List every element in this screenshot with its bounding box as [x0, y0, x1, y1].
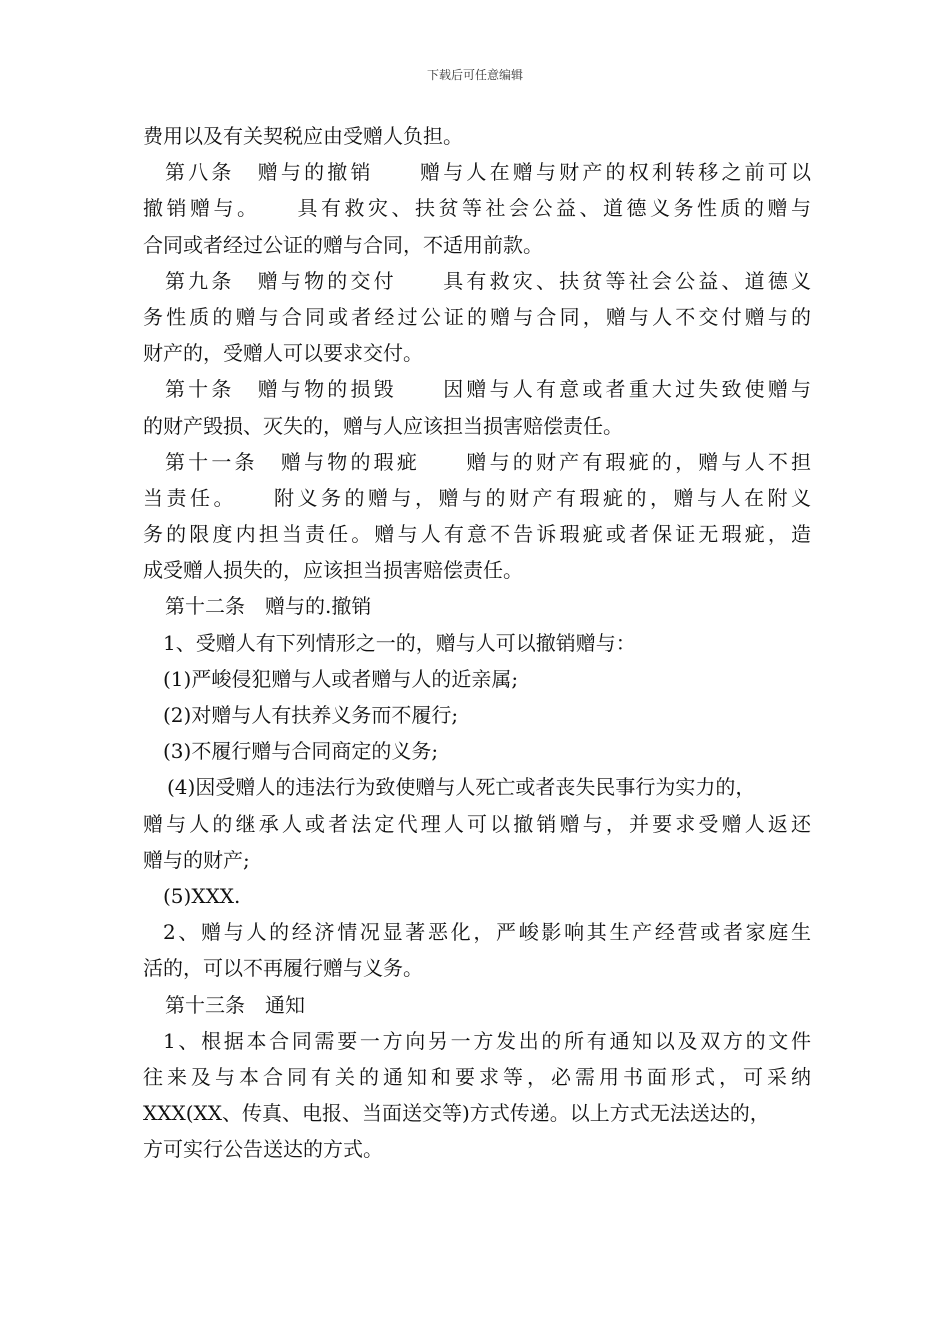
document-body [143, 118, 811, 1167]
document-line: XXX(XX、传真、电报、当面送交等)方式传递。以上方式无法送达的， [143, 1101, 770, 1126]
document-line: 2、赠与人的经济情况显著恶化，严峻影响其生产经营或者家庭生 [163, 920, 811, 945]
document-line: 成受赠人损失的，应该担当损害赔偿责任。 [143, 558, 523, 583]
document-line: (2)对赠与人有扶养义务而不履行; [163, 703, 459, 727]
document-line: 往来及与本合同有关的通知和要求等，必需用书面形式，可采纳 [143, 1064, 811, 1089]
document-line: 第十一条 赠与物的瑕疵 赠与的财产有瑕疵的，赠与人不担 [165, 449, 811, 474]
document-line: (5)XXX. [163, 883, 241, 908]
document-line: 第八条 赠与的撤销 赠与人在赠与财产的权利转移之前可以 [165, 160, 811, 185]
document-line: 第十三条 通知 [165, 992, 305, 1017]
document-line: 务性质的赠与合同或者经过公证的赠与合同，赠与人不交付赠与的 [143, 304, 811, 329]
document-line: (1)严峻侵犯赠与人或者赠与人的近亲属; [163, 666, 519, 691]
document-line: 赠与人的继承人或者法定代理人可以撤销赠与，并要求受赠人返还 [143, 811, 811, 836]
document-line: 务的限度内担当责任。赠与人有意不告诉瑕疵或者保证无瑕疵，造 [143, 522, 811, 547]
document-line: 当责任。 附义务的赠与，赠与的财产有瑕疵的，赠与人在附义 [143, 485, 811, 510]
document-line: 第十二条 赠与的.撤销 [165, 594, 372, 619]
document-line: 方可实行公告送达的方式。 [143, 1137, 383, 1162]
document-line: 1、受赠人有下列情形之一的，赠与人可以撤销赠与： [163, 630, 636, 655]
document-line: (4)因受赠人的违法行为致使赠与人死亡或者丧失民事行为实力的， [167, 775, 756, 800]
document-line: 费用以及有关契税应由受赠人负担。 [143, 124, 463, 148]
document-line: 的财产毁损、灭失的，赠与人应该担当损害赔偿责任。 [143, 413, 623, 438]
document-line: 赠与的财产; [143, 847, 250, 872]
document-line: 撤销赠与。 具有救灾、扶贫等社会公益、道德义务性质的赠与 [143, 196, 811, 221]
document-line: (3)不履行赠与合同商定的义务; [163, 739, 439, 764]
document-line: 第九条 赠与物的交付 具有救灾、扶贫等社会公益、道德义 [165, 268, 811, 293]
document-line: 活的，可以不再履行赠与义务。 [143, 956, 423, 981]
document-line: 第十条 赠与物的损毁 因赠与人有意或者重大过失致使赠与 [165, 377, 811, 402]
page-header-note: 下载后可任意编辑 [426, 68, 523, 82]
document-line: 合同或者经过公证的赠与合同，不适用前款。 [143, 232, 543, 257]
document-line: 财产的，受赠人可以要求交付。 [143, 341, 423, 366]
document-line: 1、根据本合同需要一方向另一方发出的所有通知以及双方的文件 [163, 1028, 811, 1053]
